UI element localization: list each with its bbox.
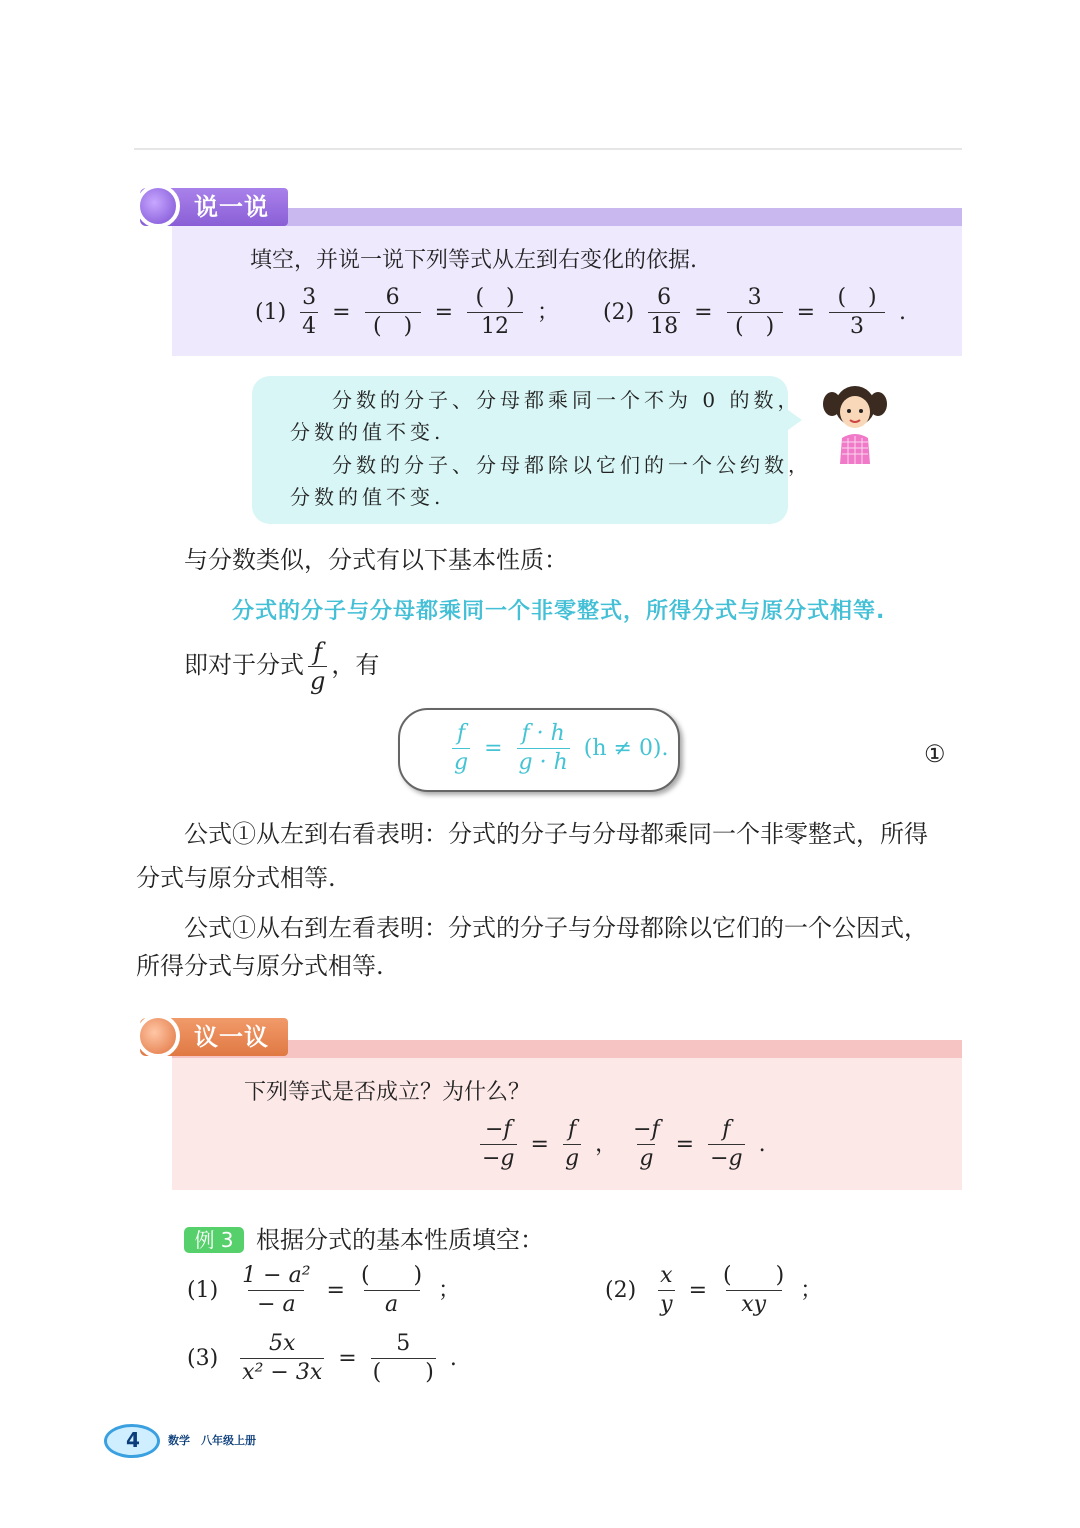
fraction: $\frac{( )}{a}$ [360, 1263, 423, 1317]
speech-bubble-icon [136, 184, 180, 228]
discuss-section-title: 议一议 [194, 1023, 269, 1051]
fraction: $\frac{6}{18}$ [650, 285, 679, 339]
hint-line-2: 分数的值不变. [290, 420, 445, 444]
hint-line-4: 分数的值不变. [290, 485, 445, 509]
intro-text: 与分数类似，分式有以下基本性质： [184, 546, 568, 574]
example-problem-3: (3) $\frac{5x}{\text{x² − 3x}}$ = $\frac{5}{( )}$ . [187, 1331, 457, 1385]
fraction: $\frac{f}{-g}$ [710, 1117, 743, 1171]
discuss-section-bar [172, 1040, 962, 1058]
formula-number: ① [924, 740, 946, 768]
page-number: 4 [126, 1428, 140, 1452]
fraction: $\frac{-f}{g}$ [633, 1117, 660, 1171]
example-badge: 例 3 [184, 1227, 244, 1253]
fraction: $\frac{-f}{-g}$ [482, 1117, 515, 1171]
hint-line-1: 分数的分子、分母都乘同一个不为 0 的数， [332, 388, 802, 412]
people-icon [136, 1014, 180, 1058]
fraction: $\frac{f}{g}$ [564, 1117, 580, 1171]
discuss-equations: $\frac{-f}{-g}$ = $\frac{f}{g}$ ， $\frac{-f}{g}$ = $\frac{f}{-g}$ . [482, 1117, 766, 1171]
fraction: $\frac{( )}{3}$ [829, 286, 885, 339]
fraction: $\frac{5}{( )}$ [372, 1331, 434, 1385]
say-instruction: 填空，并说一说下列等式从左到右变化的依据. [250, 248, 697, 273]
book-title: 数学 八年级上册 [168, 1434, 256, 1447]
example-problem-1: (1) $\frac{\text{1 − a²}}{- a}$ = $\frac{( )}{a}$ ； [187, 1263, 461, 1317]
formula: $\frac{f}{g}$ = $\frac{f \cdot h}{g \cdot h}$ (h ≠ 0). [454, 721, 669, 775]
example-problem-2: (2) $\frac{x}{y}$ = $\frac{( )}{xy}$ ； [605, 1263, 823, 1317]
say-section-title: 说一说 [194, 193, 269, 221]
fraction: $\frac{3}{4}$ [302, 285, 317, 339]
fraction: $\frac{6}{( )}$ [365, 286, 421, 339]
discuss-question: 下列等式是否成立？为什么？ [244, 1080, 531, 1105]
fraction: $\frac{5x}{\text{x² − 3x}}$ [242, 1331, 323, 1385]
hint-line-3: 分数的分子、分母都除以它们的一个公约数， [332, 453, 812, 477]
para2-line1: 公式①从右到左看表明：分式的分子与分母都除以它们的一个公因式， [184, 914, 928, 942]
say-item-1: (1) $\frac{3}{4}$ = $\frac{6}{( )}$ = $\frac{( )}{12}$ ； [255, 285, 560, 339]
fraction: $\frac{( )}{12}$ [467, 286, 523, 339]
fraction: $\frac{\text{1 − a²}}{- a}$ [242, 1263, 311, 1317]
fraction: $\frac{( )}{xy}$ [723, 1263, 785, 1317]
fraction: $\frac{3}{( )}$ [727, 286, 783, 339]
fraction: $\frac{f}{g}$ [454, 721, 469, 775]
girl-illustration [822, 382, 888, 464]
top-divider [134, 148, 962, 150]
para1-line1: 公式①从左到右看表明：分式的分子与分母都乘同一个非零整式，所得 [184, 820, 928, 848]
fraction: $\frac{f \cdot h}{g \cdot h}$ [518, 721, 568, 775]
basic-property: 分式的分子与分母都乘同一个非零整式，所得分式与原分式相等. [232, 599, 886, 624]
say-section-bar [172, 208, 962, 226]
para1-line2: 分式与原分式相等. [136, 864, 336, 892]
para2-line2: 所得分式与原分式相等. [136, 952, 384, 980]
example-text: 根据分式的基本性质填空： [256, 1226, 544, 1254]
fraction: $\frac{f}{g}$ [310, 638, 326, 695]
fraction: $\frac{x}{y}$ [660, 1263, 673, 1317]
for-fraction-line: 即对于分式 $\frac{f}{g}$ ，有 [184, 638, 380, 695]
say-item-2: (2) $\frac{6}{18}$ = $\frac{3}{( )}$ = $\frac{( )}{3}$ . [603, 285, 907, 339]
